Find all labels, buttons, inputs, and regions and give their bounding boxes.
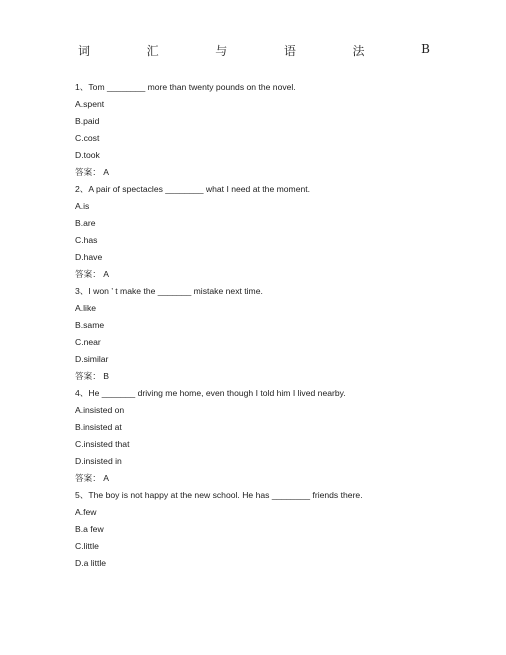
question-5 [75,489,475,569]
question-1 [75,81,475,178]
option-b: B.are [75,218,96,228]
option-a: A.like [75,303,97,313]
question-2 [75,183,475,280]
option-a: A.insisted on [75,405,125,415]
title-char: 语 [283,44,296,58]
question-3 [75,285,475,382]
question-stem: 5、The boy is not happy at the new school. He has ________ friends there. [75,490,363,500]
title-char: 汇 [146,44,159,58]
option-d: D.have [75,252,103,262]
option-b: B.same [75,320,105,330]
title-char: 与 [215,44,228,58]
option-c: C.near [75,337,101,347]
question-4 [75,387,475,484]
option-c: C.cost [75,133,100,143]
title-char: 词 [78,44,91,58]
question-list [75,81,475,574]
answer-label: 答案： [75,473,101,483]
answer-label: 答案： [75,167,101,177]
option-d: D.a little [75,558,107,568]
option-c: C.has [75,235,98,245]
answer-label: 答案： [75,371,101,381]
question-stem: 3、I won ’ t make the _______ mistake next time. [75,286,263,296]
option-c: C.little [75,541,99,551]
option-b: B.paid [75,116,100,126]
answer-value: B [103,371,109,381]
question-stem: 1、Tom ________ more than twenty pounds on the novel. [75,82,296,92]
question-stem: 4、He _______ driving me home, even though I told him I lived nearby. [75,388,346,398]
option-b: B.a few [75,524,104,534]
question-stem: 2、A pair of spectacles ________ what I need at the moment. [75,184,311,194]
option-d: D.took [75,150,100,160]
option-d: D.similar [75,354,109,364]
answer-value: A [103,269,109,279]
option-a: A.spent [75,99,105,109]
option-a: A.is [75,201,90,211]
option-c: C.insisted that [75,439,130,449]
answer-value: A [103,167,109,177]
answer-line [75,166,475,178]
answer-label: 答案： [75,269,101,279]
title-char: B [421,42,430,56]
answer-line [75,370,475,382]
option-a: A.few [75,507,97,517]
answer-value: A [103,473,109,483]
answer-line [75,472,475,484]
page-title [78,42,430,59]
answer-line [75,268,475,280]
title-char: 法 [352,44,365,58]
option-d: D.insisted in [75,456,122,466]
option-b: B.insisted at [75,422,122,432]
